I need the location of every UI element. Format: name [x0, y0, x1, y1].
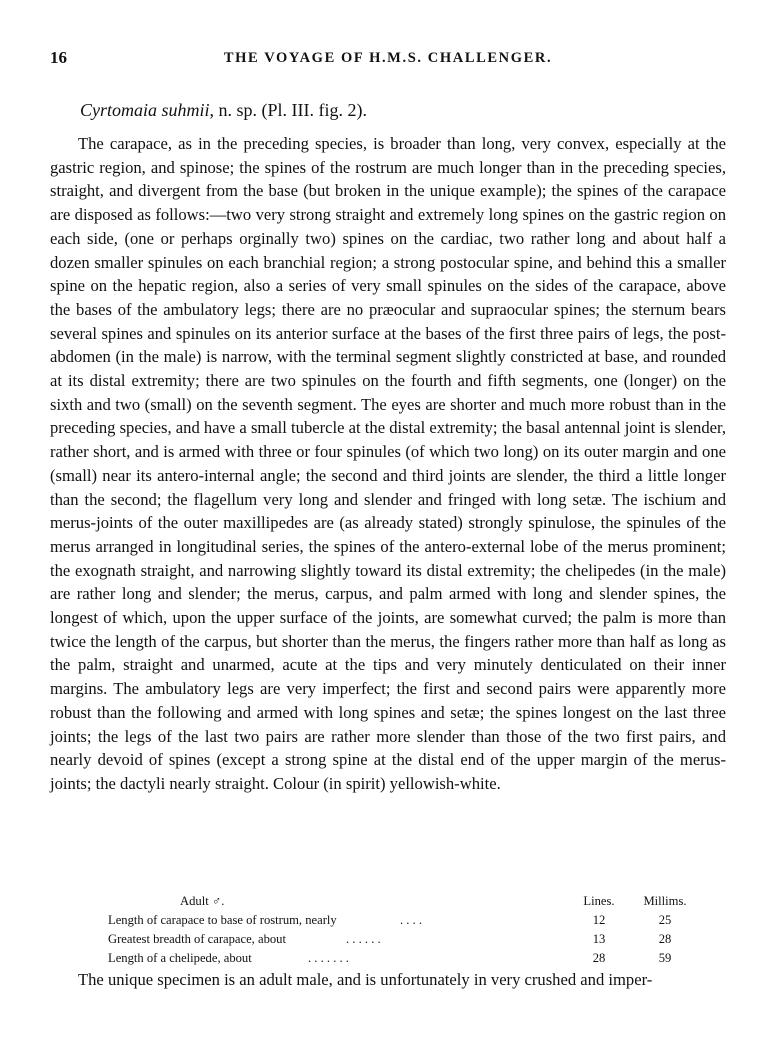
measurement-label: Length of carapace to base of rostrum, nearly [108, 913, 337, 927]
measurements-header-row [108, 894, 694, 913]
measurement-row [108, 951, 694, 970]
closing-paragraph: The unique specimen is an adult male, and is unfortunately in very crushed and imper- [78, 970, 653, 989]
measurement-millims: 25 [658, 913, 672, 927]
species-name: Cyrtomaia suhmii [80, 100, 210, 120]
measurement-row [108, 932, 694, 951]
measurement-label: Length of a chelipede, about [108, 951, 252, 965]
page-number: 16 [50, 48, 67, 67]
measurement-lines: 13 [592, 932, 606, 946]
column-header-lines: Lines. [583, 894, 615, 908]
species-reference: , n. sp. (Pl. III. fig. 2). [209, 100, 367, 120]
species-description: The carapace, as in the preceding species, is broader than long, very convex, especially at the gastric region, and spinose; the spines of the rostrum are much longer than in the preceding species, straight, and divergent from the base (but broken in the unique example); the spines of the carapace are disposed as follows:—two very strong straight and extremely long spines on the gastric region on each side, (one or perhaps orginally two) spines on the cardiac, two rather long and about half a dozen smaller spinules on each branchial region; a strong postocular spine, and behind this a smaller spine on the hepatic region, also a series of very small spinules on the sides of the carapace, above the bases of the ambulatory legs; there are no præocular and supraocular spines; the sternum bears several spines and spinules on its anterior surface at the bases of the first three pairs of legs, the post-abdomen (in the male) is narrow, with the terminal segment slightly constricted at base, and rounded at its distal extremity; there are two spinules on the fourth and fifth segments, one (longer) on the sixth and two (small) on the seventh segment. The eyes are shorter and much more robust than in the preceding species, and have a small tubercle at the distal extremity; the basal antennal joint is slender, rather short, and is armed with three or four spinules (of which two long) on its outer margin and one (small) near its antero-internal angle; the second and third joints are slender, the third a little longer than the second; the flagellum very long and slender and fringed with long setæ. The ischium and merus-joints of the outer maxillipedes are (as already stated) strongly spinulose, the spinules of the merus arranged in longitudinal series, the spines of the antero-external lobe of the merus prominent; the exognath straight, and narrowing slightly toward its distal extremity; the chelipedes (in the male) are rather long and slender; the merus, carpus, and palm armed with long and slender spines, the longest of which, upon the upper surface of the joints, are somewhat curved; the palm is more than twice the length of the carpus, but shorter than the merus, the fingers rather more than half as long as the palm, straight and unarmed, acute at the tips and very minutely denticulated on their inner margins. The ambulatory legs are very imperfect; the first and second pairs were apparently more robust than the following and armed with long spines and setæ; the spines longest on the last three joints; the legs of the last two pairs are rather more slender than those of the two first pairs, and nearly devoid of spines (except a strong spine at the distal end of the upper margin of the merus-joints; the dactyli nearly straight. Colour (in spirit) yellowish-white. [50, 134, 726, 793]
measurement-millims: 28 [658, 932, 672, 946]
page-header [50, 48, 726, 70]
leader-dots: . . . . [400, 913, 423, 927]
running-title: THE VOYAGE OF H.M.S. CHALLENGER. [223, 50, 553, 66]
leader-dots: . . . . . . [346, 932, 381, 946]
measurement-millims: 59 [658, 951, 672, 965]
measurement-lines: 12 [592, 913, 606, 927]
measurement-lines: 28 [592, 951, 606, 965]
measurement-label: Greatest breadth of carapace, about [108, 932, 286, 946]
leader-dots: . . . . . . . [308, 951, 349, 965]
measurements-table [108, 894, 694, 970]
measurements-heading: Adult ♂. [180, 894, 225, 908]
column-header-millims: Millims. [643, 894, 687, 908]
measurement-row [108, 913, 694, 932]
species-heading [80, 100, 367, 121]
